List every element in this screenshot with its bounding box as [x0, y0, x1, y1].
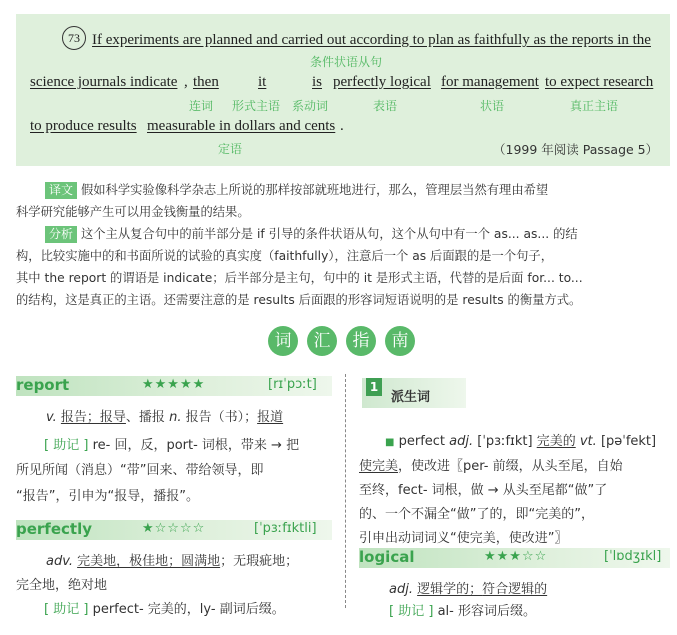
derived-def-adj: 完美的	[536, 434, 576, 449]
pos-adj: adj.	[389, 582, 413, 597]
derived-line-5: 引申出动词词义“使完美，使改进”〗	[359, 531, 568, 546]
label-predicative: 表语	[373, 99, 398, 113]
label-conditional-clause: 条件状语从句	[310, 55, 383, 69]
phrase-for-management: for management	[441, 74, 539, 90]
phrase-comma: ,	[184, 74, 188, 90]
section-title-char-4: 南	[385, 326, 415, 356]
def-logical	[389, 578, 547, 597]
label-attribute: 定语	[218, 142, 243, 156]
derived-phonetic-adj: [ˈpɜːfɪkt]	[477, 434, 533, 449]
phrase-is: is	[312, 74, 323, 90]
pos-adv: adv.	[46, 554, 73, 569]
phrase-to-expect-research: to expect research	[545, 74, 654, 90]
def-report-a: 报告；报导	[60, 410, 126, 425]
derived-word-perfect: perfect	[398, 434, 446, 449]
translation-text-1: 假如科学实验像科学杂志上所说的那样按部就班地进行，那么，管理层当然有理由希望	[80, 183, 549, 197]
analysis-tag: 分析	[45, 226, 77, 243]
label-linking-verb: 系动词	[292, 99, 329, 113]
def-report-d: 报道	[257, 410, 284, 425]
phrase-then: then	[193, 74, 219, 90]
section-title-char-1: 词	[268, 326, 298, 356]
phrase-science-journals: science journals indicate	[30, 74, 178, 90]
translation-line-2: 科学研究能够产生可以用金钱衡量的结果。	[16, 205, 250, 219]
hint-tag-logical: [ 助记 ]	[389, 604, 434, 619]
label-conjunction: 连词	[189, 99, 214, 113]
analysis-line-2: 构，比较实施中的和书面所说的试验的真实度（faithfully），注意后一个 as 后面跟的是一个句子，	[16, 249, 554, 263]
def-perfectly-a: 完美地，极佳地；圆满地	[77, 554, 221, 569]
column-divider	[345, 374, 346, 608]
phrase-measurable: measurable in dollars and cents	[147, 118, 336, 134]
word-perfectly: perfectly	[16, 520, 92, 538]
hint-tag-perfectly: [ 助记 ]	[44, 602, 89, 617]
hint-perfectly	[44, 598, 285, 617]
hint-logical-text: al- 形容词后缀。	[437, 604, 536, 619]
stars-report: ★★★★★	[142, 377, 206, 392]
hint-tag-report: [ 助记 ]	[44, 438, 89, 453]
def-report-c: 报告（书）；	[185, 410, 258, 425]
sentence-line-1: If experiments are planned and carried out according to plan as faithfully as the reports in the	[92, 32, 651, 48]
stars-perfectly: ★☆☆☆☆	[142, 521, 206, 536]
analysis-text-1: 这个主从复合句中的前半部分是 if 引导的条件状语从句，这个从句中有一个 as... as... 的结	[80, 227, 578, 241]
def-perfectly-b: ；无瑕疵地；	[220, 554, 299, 569]
phonetic-perfectly: [ˈpɜːfɪktli]	[254, 521, 317, 536]
def-report	[46, 406, 283, 425]
phonetic-logical: [ˈlɒdʒɪkl]	[604, 549, 662, 564]
phrase-it: it	[258, 74, 267, 90]
derived-pos-vt: vt.	[579, 434, 597, 449]
hint-logical	[389, 600, 536, 619]
derived-line-2	[359, 455, 623, 474]
pos-v: v.	[46, 410, 57, 425]
def-logical-a: 逻辑学的；	[417, 582, 483, 597]
def-perfectly	[46, 550, 298, 569]
def-report-b: 、播报	[125, 410, 165, 425]
derived-line-1	[385, 430, 656, 449]
source-citation: （1999 年阅读 Passage 5）	[493, 142, 659, 157]
analysis-line-3: 其中 the report 的谓语是 indicate；后半部分是主句，句中的 it 是形式主语，代替的是后面 for... to...	[16, 271, 583, 285]
label-real-subject: 真正主语	[570, 99, 619, 113]
def-logical-b: 符合逻辑的	[482, 582, 548, 597]
derived-badge-label: 派生词	[391, 390, 431, 405]
derived-badge-number: 1	[366, 378, 382, 396]
def-perfectly-c: 完全地，绝对地	[16, 578, 108, 593]
stars-logical: ★★★☆☆	[484, 549, 548, 564]
hint-report-line-3: “报告”，引申为“报导，播报”。	[16, 489, 199, 504]
derived-def-vt: 使完美	[359, 459, 399, 474]
translation-line-1	[45, 180, 548, 199]
sentence-number: 73	[62, 26, 86, 50]
hint-report-text-1: re- 回，反，port- 词根，带来 → 把	[92, 438, 300, 453]
derived-line-2-rest: ，使改进〖per- 前缀，从头至尾，自始	[398, 459, 623, 474]
phrase-to-produce-results: to produce results	[30, 118, 137, 134]
analysis-line-4: 的结构，这是真正的主语。还需要注意的是 results 后面跟的形容词短语说明的是 results 的衡量方式。	[16, 293, 582, 307]
label-formal-subject: 形式主语	[232, 99, 281, 113]
derived-line-3: 至终，fect- 词根，做 → 从头至尾都“做”了	[359, 483, 608, 498]
word-report: report	[16, 376, 70, 394]
word-logical: logical	[359, 548, 415, 566]
phrase-perfectly-logical: perfectly logical	[333, 74, 431, 90]
phrase-period: .	[340, 118, 344, 134]
hint-perfectly-text: perfect- 完美的，ly- 副词后缀。	[92, 602, 285, 617]
derived-phonetic-vt: [pəˈfekt]	[600, 434, 657, 449]
hint-report-line-2: 所见所闻（消息）“带”回来、带给领导，即	[16, 463, 264, 478]
derived-line-4: 的、一个不漏全“做”了的，即“完美的”，	[359, 507, 594, 522]
phonetic-report: [rɪˈpɔːt]	[268, 377, 317, 392]
label-adverbial: 状语	[480, 99, 505, 113]
derived-pos-adj: adj.	[449, 434, 474, 449]
translation-tag: 译文	[45, 182, 77, 199]
section-title-char-2: 汇	[307, 326, 337, 356]
bullet-icon: ■	[385, 437, 395, 448]
section-title-char-3: 指	[346, 326, 376, 356]
analysis-line-1	[45, 224, 578, 243]
hint-report-line-1	[44, 434, 299, 453]
pos-n: n.	[169, 410, 182, 425]
